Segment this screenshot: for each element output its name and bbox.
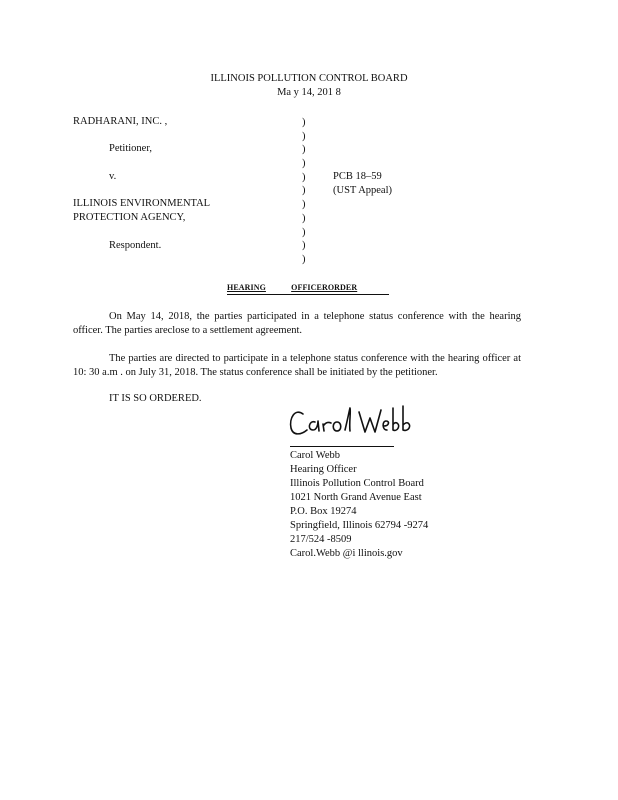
signer-address-line-1: 1021 North Grand Avenue East: [290, 492, 422, 503]
paragraph-1: On May 14, 2018, the parties participated in a telephone status conference with the hearing officer. The parties areclose to a settlement agreement.: [73, 311, 521, 336]
signature-block: [290, 449, 428, 561]
signer-phone: 217/524 -8509: [290, 534, 352, 545]
caption-paren: ): [302, 158, 306, 170]
respondent-line-2: PROTECTION AGENCY,: [73, 212, 186, 223]
petitioner-role: Petitioner,: [109, 143, 153, 154]
order-heading-part-1: HEARING: [227, 283, 266, 292]
signer-title: Hearing Officer: [290, 464, 357, 475]
caption-paren: ): [302, 144, 306, 156]
caption-paren: ): [302, 212, 306, 224]
case-number: PCB 18–59: [333, 171, 382, 182]
paragraph-2: The parties are directed to participate in a telephone status conference with the hearing officer at 10: 30 a.m . on July 31, 2018. The status conference shall be initiated by the petitioner.: [73, 353, 521, 378]
caption-paren: ): [302, 185, 306, 197]
caption-paren: ): [302, 130, 306, 142]
caption-paren: ): [302, 253, 306, 265]
handwritten-signature: [287, 402, 417, 444]
caption-paren: ): [302, 240, 306, 252]
order-heading-rule: [227, 294, 389, 295]
paragraph-3: IT IS SO ORDERED.: [109, 393, 202, 404]
respondent-role: Respondent.: [109, 240, 162, 251]
respondent-line-1: ILLINOIS ENVIRONMENTAL: [73, 198, 211, 209]
versus: v.: [109, 171, 117, 182]
caption-paren: ): [302, 171, 306, 183]
signer-email[interactable]: Carol.Webb @i llinois.gov: [290, 548, 403, 559]
signer-organization: Illinois Pollution Control Board: [290, 478, 424, 489]
case-type: (UST Appeal): [333, 185, 393, 196]
signer-address-line-2: P.O. Box 19274: [290, 506, 357, 517]
order-heading: [227, 283, 357, 292]
signer-city: Springfield, Illinois 62794 -9274: [290, 520, 429, 531]
order-heading-part-2: OFFICERORDER: [291, 283, 358, 292]
petitioner-name: RADHARANI, INC. ,: [73, 116, 168, 127]
signer-name: Carol Webb: [290, 450, 340, 461]
caption-parens: [302, 116, 312, 267]
caption-paren: ): [302, 199, 306, 211]
board-title: ILLINOIS POLLUTION CONTROL BOARD: [210, 73, 408, 84]
caption-paren: ): [302, 226, 306, 238]
caption-paren: ): [302, 117, 306, 128]
document-date: Ma y 14, 201 8: [277, 87, 341, 98]
signature-line: [290, 446, 394, 447]
